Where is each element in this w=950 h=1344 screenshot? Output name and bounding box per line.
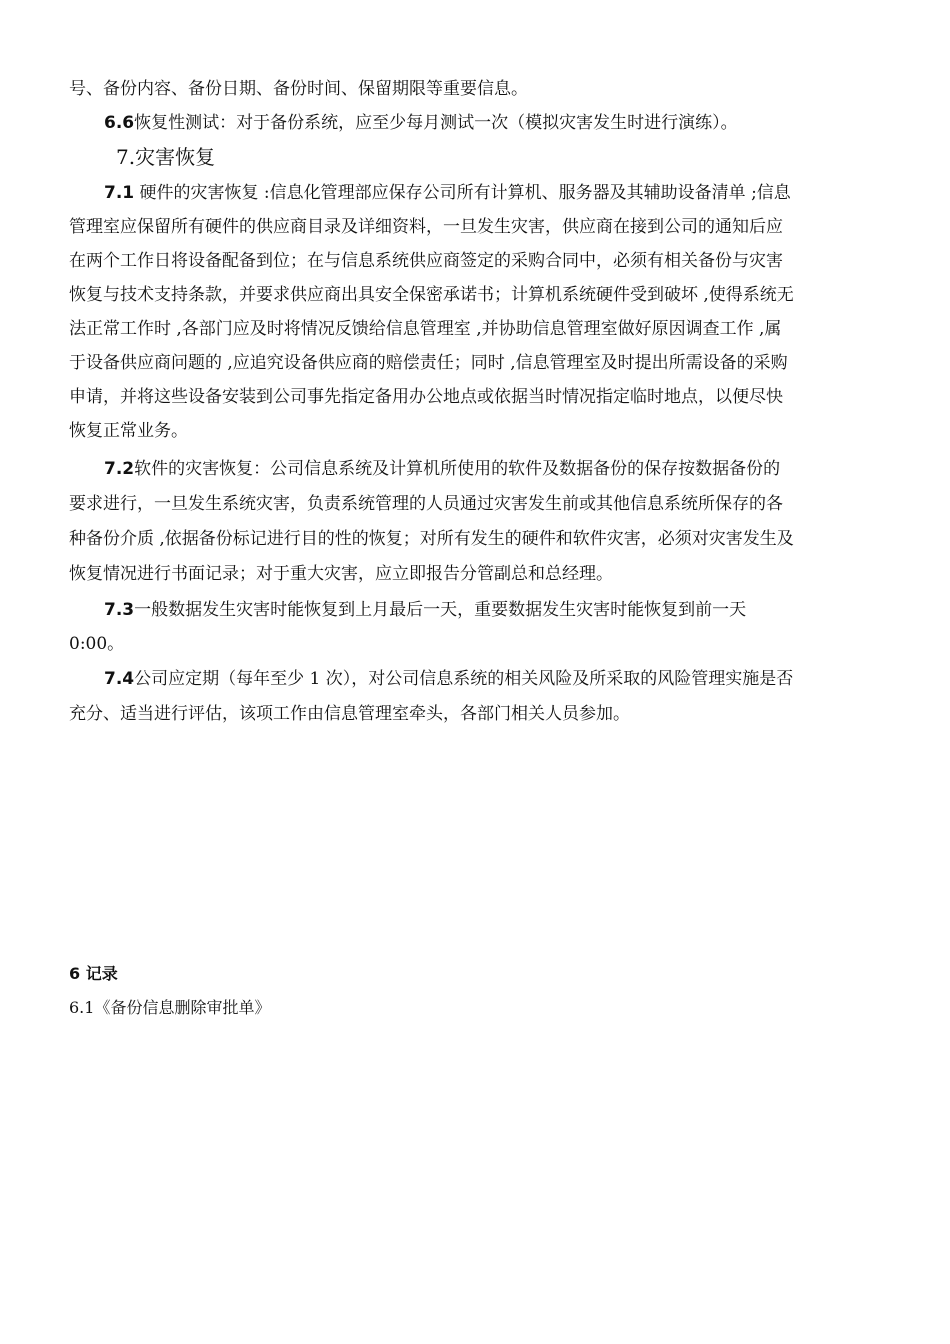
clause-number: 7.1 <box>104 183 135 203</box>
paragraph-line: 要求进行，一旦发生系统灾害，负责系统管理的人员通过灾害发生前或其他信息系统所保存的各 <box>69 494 783 514</box>
paragraph-6-6 <box>104 110 884 136</box>
paragraph-7-1 <box>104 180 884 206</box>
clause-number: 7.3 <box>104 600 135 620</box>
paragraph-line: 号、备份内容、备份日期、备份时间、保留期限等重要信息。 <box>69 79 528 99</box>
paragraph-line: 充分、适当进行评估，该项工作由信息管理室牵头，各部门相关人员参加。 <box>69 704 630 724</box>
paragraph-line: 在两个工作日将设备配备到位；在与信息系统供应商签定的采购合同中，必须有相关备份与灾害 <box>69 251 783 271</box>
paragraph-line: 种备份介质 ,依据备份标记进行目的性的恢复；对所有发生的硬件和软件灾害，必须对灾害发生及 <box>69 529 794 549</box>
paragraph-line: 管理室应保留所有硬件的供应商目录及详细资料，一旦发生灾害，供应商在接到公司的通知后应 <box>69 217 783 237</box>
paragraph-line: 申请，并将这些设备安装到公司事先指定备用办公地点或依据当时情况指定临时地点，以便尽快 <box>69 387 783 407</box>
paragraph-7-3 <box>104 597 884 623</box>
clause-number: 6.6 <box>104 113 135 133</box>
records-heading: 6 记录 <box>69 964 118 983</box>
paragraph-7-4 <box>104 666 884 692</box>
paragraph-line: 恢复与技术支持条款，并要求供应商出具安全保密承诺书；计算机系统硬件受到破坏 ,使得系统无 <box>69 285 794 305</box>
clause-text: 公司应定期（每年至少 1 次），对公司信息系统的相关风险及所采取的风险管理实施是否 <box>134 669 794 689</box>
paragraph-line: 于设备供应商问题的 ,应追究设备供应商的赔偿责任；同时 ,信息管理室及时提出所需设备的采购 <box>69 353 788 373</box>
paragraph-line: 恢复正常业务。 <box>69 421 188 441</box>
clause-text: 一般数据发生灾害时能恢复到上月最后一天，重要数据发生灾害时能恢复到前一天 <box>134 600 747 620</box>
clause-number: 7.2 <box>104 459 135 479</box>
clause-number: 7.4 <box>104 669 135 689</box>
records-item: 6.1《备份信息删除审批单》 <box>69 998 271 1017</box>
paragraph-line: 恢复情况进行书面记录；对于重大灾害，应立即报告分管副总和总经理。 <box>69 564 613 584</box>
paragraph-line: 0:00。 <box>69 634 125 654</box>
clause-text: 硬件的灾害恢复 :信息化管理部应保存公司所有计算机、服务器及其辅助设备清单 ;信息 <box>139 183 791 203</box>
section-heading-7: 7.灾害恢复 <box>116 145 216 169</box>
paragraph-7-2 <box>104 456 884 482</box>
paragraph-line: 法正常工作时 ,各部门应及时将情况反馈给信息管理室 ,并协助信息管理室做好原因调查工作 ,属 <box>69 319 782 339</box>
clause-text: 软件的灾害恢复：公司信息系统及计算机所使用的软件及数据备份的保存按数据备份的 <box>134 459 781 479</box>
clause-text: 恢复性测试：对于备份系统，应至少每月测试一次（模拟灾害发生时进行演练）。 <box>134 113 738 133</box>
